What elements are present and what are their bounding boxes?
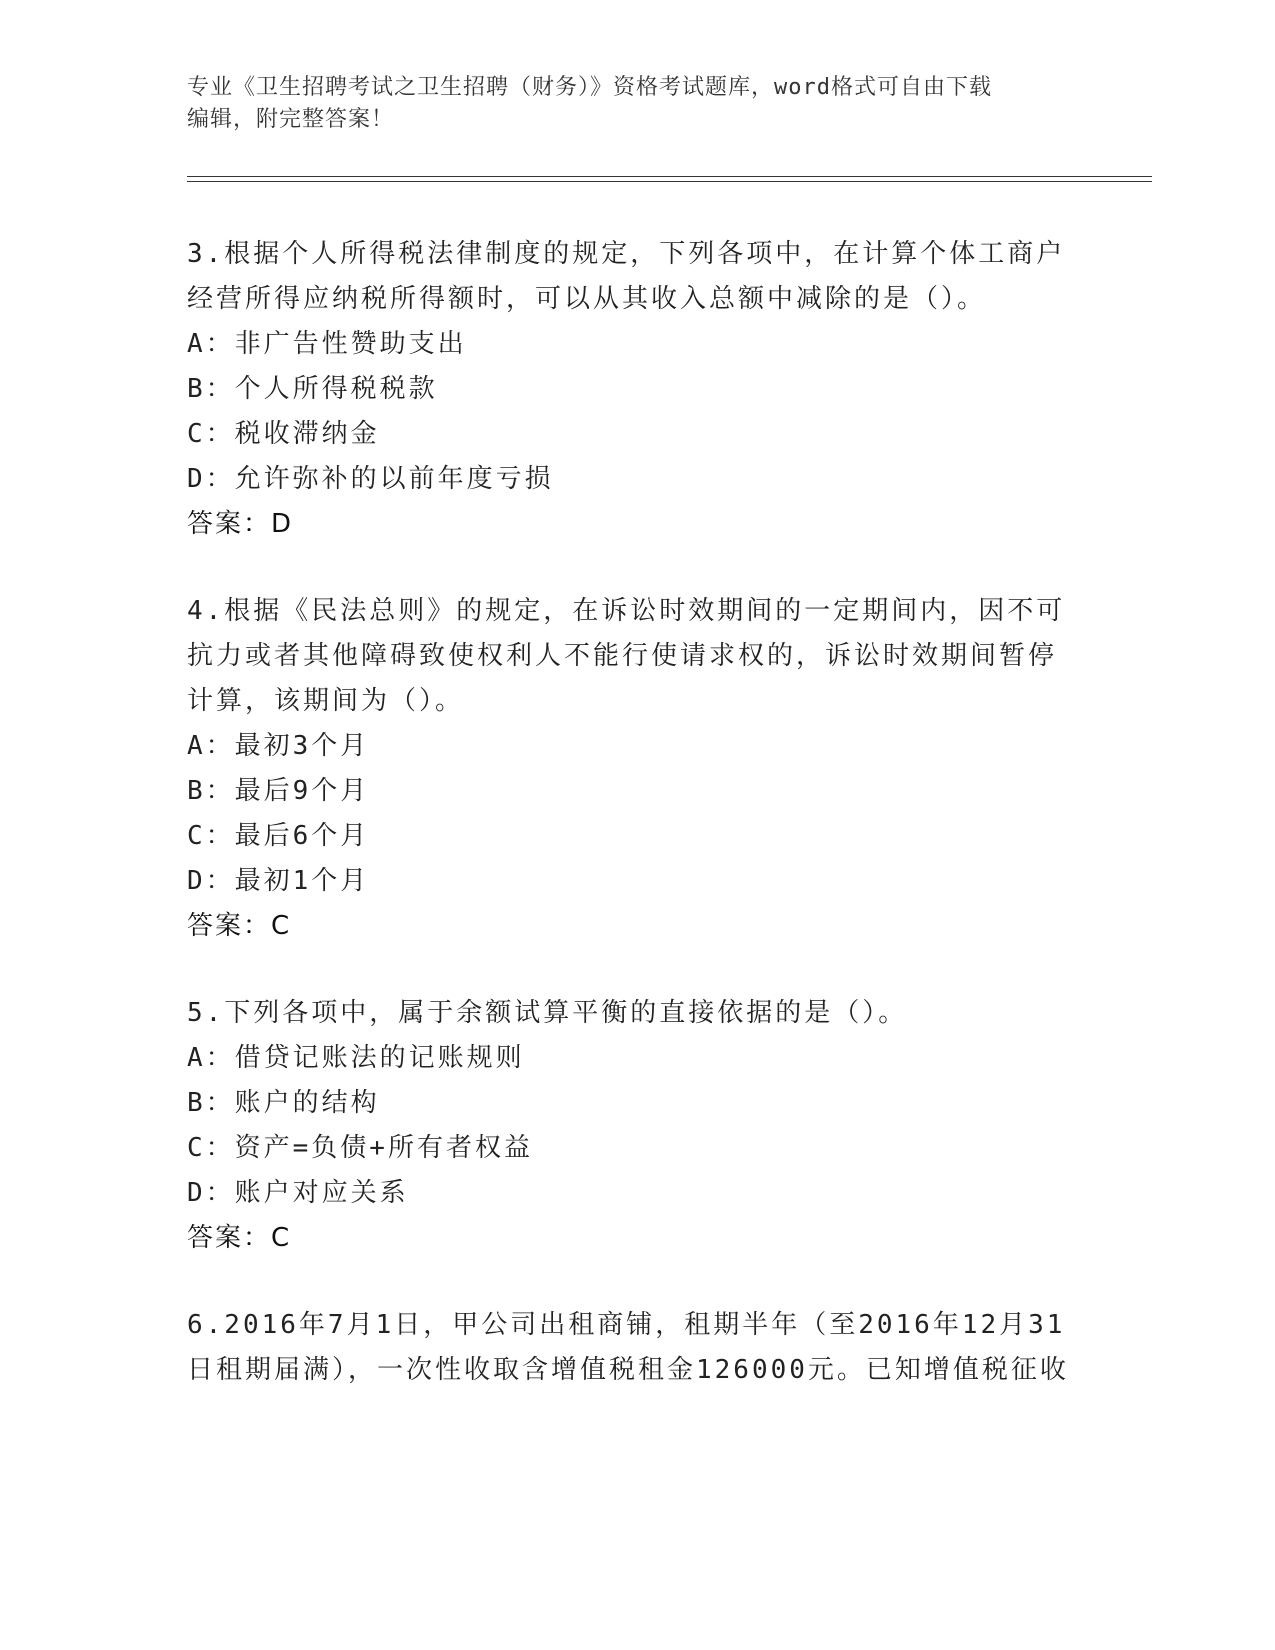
answer-line: 答案：C xyxy=(187,1223,292,1253)
option-a: A：非广告性赞助支出 xyxy=(187,329,467,359)
option-c: C：最后6个月 xyxy=(187,821,370,851)
answer-line: 答案：D xyxy=(187,509,294,539)
question-stem-line: 4.根据《民法总则》的规定，在诉讼时效期间的一定期间内，因不可 xyxy=(187,596,1066,626)
option-b: B：账户的结构 xyxy=(187,1088,380,1118)
question-stem-line: 日租期届满），一次性收取含增值税租金126000元。已知增值税征收 xyxy=(187,1355,1069,1385)
header-line-1: 专业《卫生招聘考试之卫生招聘（财务）》资格考试题库，word格式可自由下载 xyxy=(187,75,992,100)
option-b: B：最后9个月 xyxy=(187,776,370,806)
option-c: C：资产=负债+所有者权益 xyxy=(187,1133,533,1163)
question-6 xyxy=(187,1303,1087,1393)
question-list xyxy=(187,232,1087,1435)
answer-line: 答案：C xyxy=(187,911,292,941)
header-line-2: 编辑，附完整答案！ xyxy=(187,107,395,132)
question-stem-line: 经营所得应纳税所得额时，可以从其收入总额中减除的是（）。 xyxy=(187,284,987,314)
header-divider-top xyxy=(187,176,1152,177)
option-d: D：允许弥补的以前年度亏损 xyxy=(187,464,554,494)
question-4 xyxy=(187,589,1087,949)
question-stem-line: 3.根据个人所得税法律制度的规定，下列各项中，在计算个体工商户 xyxy=(187,239,1066,269)
option-a: A：最初3个月 xyxy=(187,731,370,761)
option-d: D：账户对应关系 xyxy=(187,1178,409,1208)
question-stem-line: 5.下列各项中，属于余额试算平衡的直接依据的是（）。 xyxy=(187,998,908,1028)
header-divider-bottom xyxy=(187,181,1152,182)
option-d: D：最初1个月 xyxy=(187,866,370,896)
question-stem-line: 6.2016年7月1日，甲公司出租商铺，租期半年（至2016年12月31 xyxy=(187,1310,1066,1340)
document-header xyxy=(187,72,1087,136)
option-a: A：借贷记账法的记账规则 xyxy=(187,1043,525,1073)
option-c: C：税收滞纳金 xyxy=(187,419,380,449)
question-stem-line: 计算，该期间为（）。 xyxy=(187,686,465,716)
question-3 xyxy=(187,232,1087,547)
question-stem-line: 抗力或者其他障碍致使权利人不能行使请求权的，诉讼时效期间暂停 xyxy=(187,641,1058,671)
question-5 xyxy=(187,991,1087,1261)
option-b: B：个人所得税税款 xyxy=(187,374,438,404)
